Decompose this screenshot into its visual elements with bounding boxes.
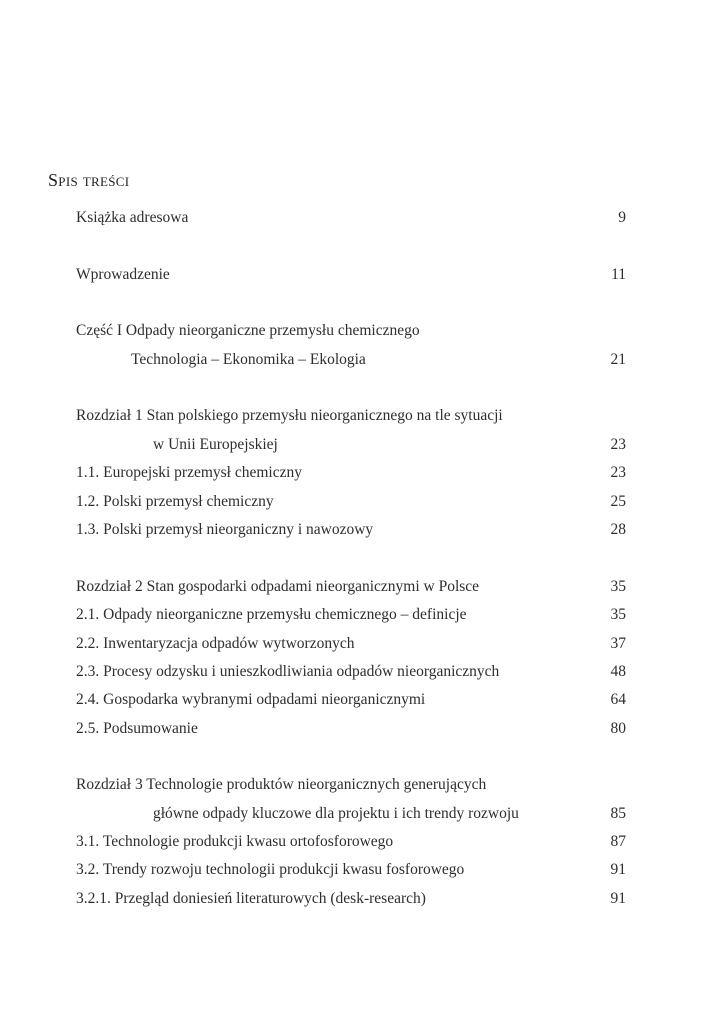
toc-entry-label: 2.4. Gospodarka wybranymi odpadami nieorganicznymi — [76, 691, 426, 708]
toc-entry-page: 37 — [610, 635, 626, 652]
toc-entry-cont: główne odpady kluczowe dla projektu i ich trendy rozwoju — [153, 805, 519, 822]
toc-entry-page: 9 — [618, 209, 626, 226]
toc-entry-page: 91 — [610, 890, 626, 907]
toc-entry-label: 2.1. Odpady nieorganiczne przemysłu chemicznego – definicje — [76, 606, 467, 623]
toc-entry-label: Rozdział 2 Stan gospodarki odpadami nieorganicznymi w Polsce — [76, 578, 480, 595]
toc-entry-cont: Technologia – Ekonomika – Ekologia — [131, 351, 366, 368]
toc-entry-page: 64 — [610, 691, 626, 708]
toc-entry-page: 35 — [610, 606, 626, 623]
toc-entry-page: 25 — [610, 493, 626, 510]
toc-entry-page: 28 — [610, 521, 626, 538]
toc-entry-label: 2.2. Inwentaryzacja odpadów wytworzonych — [76, 635, 355, 652]
toc-entry-page: 48 — [610, 663, 626, 680]
toc-entry-page: 80 — [610, 720, 626, 737]
toc-entry-label: Rozdział 1 Stan polskiego przemysłu nieorganicznego na tle sytuacji — [76, 407, 503, 424]
toc-entry-label: 3.1. Technologie produkcji kwasu ortofosforowego — [76, 833, 394, 850]
toc-entry-page: 11 — [611, 266, 626, 283]
toc-entry-label: 1.1. Europejski przemysł chemiczny — [76, 464, 302, 481]
toc-entry-label: Część I Odpady nieorganiczne przemysłu chemicznego — [76, 322, 420, 339]
toc-entry-page: 23 — [610, 436, 626, 453]
page-title: Spis treści — [48, 170, 130, 190]
toc-entry-page: 87 — [610, 833, 626, 850]
toc-entry-page: 23 — [610, 464, 626, 481]
toc-entry-page: 85 — [610, 805, 626, 822]
toc-entry-label: 2.5. Podsumowanie — [76, 720, 198, 737]
toc-entry-page: 91 — [610, 861, 626, 878]
toc-entry-label: Rozdział 3 Technologie produktów nieorganicznych generujących — [76, 776, 487, 793]
toc-entry-label: 2.3. Procesy odzysku i unieszkodliwiania odpadów nieorganicznych — [76, 663, 500, 680]
toc-entry-page: 21 — [610, 351, 626, 368]
toc-entry-page: 35 — [610, 578, 626, 595]
toc-entry-label: Książka adresowa — [76, 209, 189, 226]
toc-entry-label: 3.2. Trendy rozwoju technologii produkcji kwasu fosforowego — [76, 861, 465, 878]
toc-entry-cont: w Unii Europejskiej — [153, 436, 278, 453]
toc-entry-label: 3.2.1. Przegląd doniesień literaturowych (desk-research) — [76, 890, 426, 907]
toc-entry-label: Wprowadzenie — [76, 266, 170, 283]
toc-entry-label: 1.2. Polski przemysł chemiczny — [76, 493, 274, 510]
toc-entry-label: 1.3. Polski przemysł nieorganiczny i nawozowy — [76, 521, 374, 538]
